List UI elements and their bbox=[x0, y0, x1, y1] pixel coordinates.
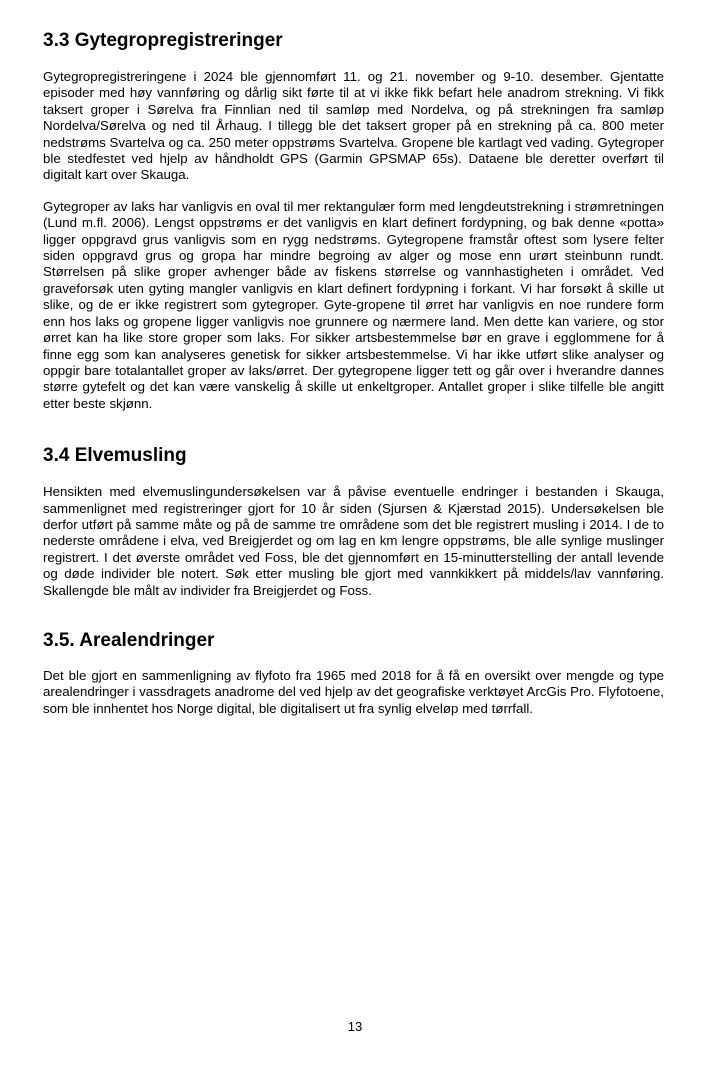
section-heading: 3.4 Elvemusling bbox=[43, 445, 187, 467]
paragraph: Hensikten med elvemuslingundersøkelsen var å påvise eventuelle endringer i bestanden i Skauga, sammenlignet med registreringer gjort for 10 år siden (Sjursen & Kjærstad 2015). Undersøkelsen ble derfor utført på samme måte og på de samme tre områdene som det ble registrert musling i 2014. I de to nederste områdene i elva, ved Breigjerdet og om lag en km lengre oppstrøms, ble alle synlige muslinger registrert. I det øverste området ved Foss, ble det gjennomført en 15-minutterstelling der antall levende og døde individer ble notert. Søk etter musling ble gjort med vannkikkert på middels/lav vannføring. Skallengde ble målt av individer fra Breigjerdet og Foss. bbox=[43, 484, 664, 598]
section-arealendringer bbox=[43, 630, 664, 717]
section-elvemusling bbox=[43, 445, 664, 599]
section-gytegropregistreringer bbox=[43, 30, 664, 412]
paragraph: Gytegropregistreringene i 2024 ble gjennomført 11. og 21. november og 9-10. desember. Gjentatte episoder med høy vannføring og dårlig sikt førte til at vi ikke fikk befart hele anadrom strekning. Vi fikk taksert groper i Sørelva fra Finnlian ned til samløp med Nordelva, og på strekningen fra samløp Nordelva/Sørelva og ned til Århaug. I tillegg ble det taksert groper på en strekning på ca. 800 meter nedstrøms Svartelva og ca. 250 meter oppstrøms Svartelva. Gropene ble kartlagt ved vading. Gytegroper ble stedfestet ved hjelp av håndholdt GPS (Garmin GPSMAP 65s). Dataene ble deretter overført til digitalt kart over Skauga. bbox=[43, 69, 664, 183]
paragraph: Gytegroper av laks har vanligvis en oval til mer rektangulær form med lengdeutstrekning i strømretningen (Lund m.fl. 2006). Lengst oppstrøms er det vanligvis en klart definert fordypning, og bak denne «potta» ligger oppgravd grus vanligvis som en rygg nedstrøms. Gytegropene framstår oftest som lysere felter siden oppgravd grus og gropa har mindre begroing av alger og mose enn urørt steinbunn rundt. Størrelsen på slike groper avhenger både av fiskens størrelse og vannhastigheten i området. Ved graveforsøk uten gyting mangler vanligvis en klart definert fordypning i forkant. Vi har forsøkt å skille ut slike, og de er ikke registrert som gytegroper. Gyte-gropene til ørret har vanligvis en noe rundere form enn hos laks og gropene ligger vanligvis noe grunnere og nærmere land. Men dette kan variere, og stor ørret kan ha like store groper som laks. For sikker artsbestemmelse bør en grave i egglommene for å finne egg som kan analyseres genetisk for sikker artsbestemmelse. Vi har ikke utført slike analyser og oppgir bare totalantallet groper av laks/ørret. Der gytegropene ligger tett og går over i hverandre dannes større gytefelt og det kan være vanskelig å skille ut enkeltgroper. Antallet groper i slike tilfelle ble angitt etter beste skjønn. bbox=[43, 198, 664, 411]
section-heading: 3.3 Gytegropregistreringer bbox=[43, 30, 283, 51]
paragraph: Det ble gjort en sammenligning av flyfoto fra 1965 med 2018 for å få en oversikt over mengde og type arealendringer i vassdragets anadrome del ved hjelp av det geografiske verktøyet ArcGis Pro. Flyfotoene, som ble innhentet hos Norge digital, ble digitalisert ut fra synlig elveløp med tørrfall. bbox=[43, 667, 664, 716]
page-number: 13 bbox=[347, 1019, 363, 1034]
page-content bbox=[43, 30, 664, 717]
section-heading: 3.5. Arealendringer bbox=[43, 629, 215, 651]
